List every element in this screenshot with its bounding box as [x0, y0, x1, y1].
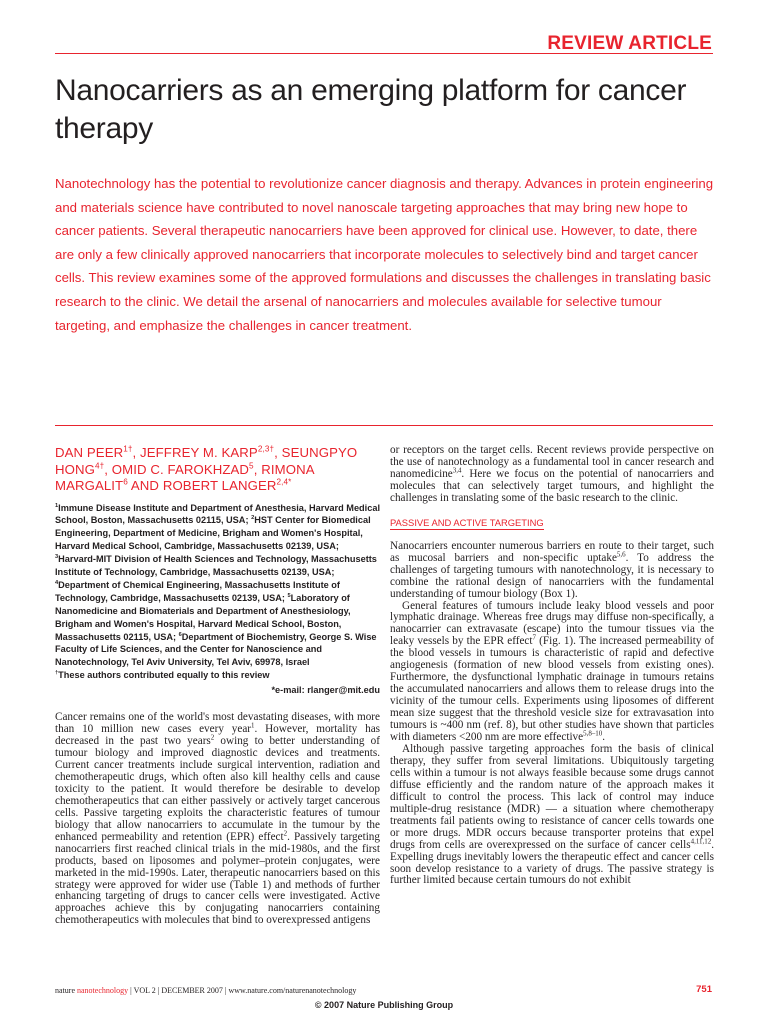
affiliation-marker: 3 — [55, 554, 59, 561]
affiliation-text: Harvard-MIT Division of Health Sciences and Technology, Massachusetts Institute of Technology, Cambridge, Massachusetts 02139, USA; — [55, 554, 377, 578]
author-separator: , — [132, 445, 141, 460]
equal-contribution-symbol: † — [55, 670, 59, 677]
author-separator: , — [104, 461, 112, 477]
author-affiliation-marker: 6 — [123, 477, 128, 487]
affiliation-marker: 5 — [287, 592, 291, 599]
right-intro-text — [390, 445, 714, 505]
author-affiliation-marker: 2,3† — [257, 444, 275, 454]
author-name: OMID C. FAROKHZAD — [111, 461, 250, 477]
right-body-text — [390, 541, 714, 888]
left-body-text — [55, 712, 380, 927]
paragraph — [390, 744, 714, 887]
text-run: Cancer remains one of the world's most devastating diseases, with more than 10 million new cases every year — [55, 711, 380, 736]
author-affiliation-marker: 1† — [123, 444, 133, 454]
text-run: (Fig. 1). The increased permeability of the blood vessels in tumours is characteristic of rapid and defective angiogenesis (formation of new blood vessels from existing ones). Furthermore, the dysfunctional lymphatic drainage in tumours retains the accumulated nanocarriers and allows them to release drugs into the vicinity of the tumour cells. Experiments using liposomes of different mean size suggest that the threshold vesicle size for extravasation into tumours is ~400 nm (ref. 8), but other studies have shown that particles with diameters <200 nm are more effective — [390, 635, 714, 744]
citation: 2 — [210, 733, 215, 742]
affiliation-text: HST Center for Biomedical Engineering, Department of Medicine, Brigham and Women's Hospital, Harvard Medical School, Cambridge, Massachusetts 02139, USA; — [55, 515, 371, 552]
author-name: DAN PEER — [55, 445, 124, 460]
page-number: 751 — [696, 984, 712, 995]
text-run: Nanocarriers encounter numerous barriers en route to their target, such as mucosal barriers and non-specific uptake — [390, 539, 714, 564]
citation: 4,11,12 — [690, 836, 712, 845]
paragraph — [55, 712, 380, 927]
author-separator: , — [253, 461, 262, 477]
text-run: Although passive targeting approaches form the basis of clinical therapy, they suffer from several limitations. Ubiquitously targeting cells within a tumour is not always feasible because some drugs cannot diffuse efficiently and the random nature of the approach makes it difficult to control the process. This lack of control may induce multiple-drug resistance (MDR) — a situation where chemotherapy treatments fail patients owing to resistance of cancer cells towards one or more drugs. MDR occurs because transporter proteins that expel drugs from cells are overexpressed on the surface of cancer cells — [390, 742, 714, 851]
author-name: RIMONA MARGALIT — [55, 461, 314, 493]
text-run: General features of tumours include leaky blood vessels and poor lymphatic drainage. Whereas free drugs may diffuse non-specifically, a nanocarrier can extravasate (escape) into the tumour tissues via the leaky vessels by the EPR effect — [390, 599, 714, 648]
citation: 1 — [251, 721, 255, 730]
text-run: . To address the challenges of targeting tumours with nanotechnology, it is necessary to combine the rational design of nanocarriers with the fundamental understanding of tumour biology (Box 1). — [390, 551, 714, 600]
author-affiliation-marker: 5 — [249, 461, 254, 471]
citation: 5,8–10 — [583, 729, 603, 738]
abstract: Nanotechnology has the potential to revolutionize cancer diagnosis and therapy. Advances in protein engineering and materials science have contributed to novel nanoscale targeting approaches that may bring new hope to cancer patients. Several therapeutic nanocarriers have been approved for clinical use. However, to date, there are only a few clinically approved nanocarriers that incorporate molecules to selectively bind and target cancer cells. This review examines some of the approved formulations and discusses the challenges in translating basic research to the clinic. We detail the arsenal of nanocarriers and molecules available for selective tumour targeting, and emphasize the challenges in cancer treatment. — [55, 176, 714, 333]
text-run: . Expelling drugs inevitably lowers the therapeutic effect and cancer cells soon develop resistance to a variety of drugs. The passive strategy is further limited because certain tumours do not exhibit — [390, 838, 714, 887]
equal-contribution-note: These authors contributed equally to this review — [58, 670, 270, 681]
citation: 7 — [532, 633, 536, 642]
text-run: . Here we focus on the potential of nanocarriers and molecules that can selectively target tumours, and highlight the challenges in translating some of the basic research to the clinic. — [390, 467, 714, 504]
citation: 2 — [283, 828, 288, 837]
left-column — [55, 445, 380, 927]
text-run: or receptors on the target cells. Recent reviews provide perspective on the use of nanotechnology as a fundamental tool in cancer research and nanomedicine — [390, 444, 714, 480]
text-run: . Passively targeting nanocarriers first reached clinical trials in the mid-1980s, and the first products, based on liposomes and polymer–protein conjugates, were marketed in the mid-1990s. Later, therapeutic nanocarriers based on this strategy were approved for wider use (Table 1) and methods of further enhancing targeting of drugs to cancer cells were investigated. Active approaches achieve this by conjugating nanocarriers containing chemotherapeutics with molecules that bind to overexpressed antigens — [55, 830, 380, 927]
affiliation-text: Laboratory of Nanomedicine and Biomaterials and Department of Anesthesiology, Brigham and Women's Hospital, Harvard Medical School, Boston, Massachusetts 02115, USA; — [55, 592, 351, 642]
paragraph — [390, 541, 714, 601]
author-affiliation-marker: 2,4* — [276, 477, 292, 487]
author-affiliation-marker: 4† — [94, 461, 105, 471]
text-run: owing to better understanding of tumour biology and improved diagnostic devices and treatments. Current cancer treatments include surgical intervention, radiation and chemotherapeutic drugs, which often also kill healthy cells and cause toxicity to the patient. It would therefore be desirable to develop chemotherapeutics that can either passively or actively target cancerous cells. Passive targeting exploits the characteristic features of tumour biology that allow nanocarriers to accumulate in the tumour by the enhanced permeability and retention (EPR) effect — [55, 735, 380, 843]
author-separator: AND — [127, 478, 163, 493]
author-name: SEUNGPYO HONG — [55, 445, 358, 477]
author-name: ROBERT LANGER — [162, 478, 277, 493]
corresponding-email[interactable]: *e-mail: rlanger@mit.edu — [271, 685, 380, 696]
text-run: . However, mortality has decreased in the past two years — [55, 723, 381, 748]
affiliation-list — [55, 503, 380, 668]
abstract-rule — [55, 425, 713, 426]
affiliation-text: Immune Disease Institute and Department of Anesthesia, Harvard Medical School, Boston, Massachusetts 02115, USA; — [55, 502, 380, 526]
article-type-label: REVIEW ARTICLE — [547, 33, 712, 54]
author-list — [55, 445, 380, 495]
article-title: Nanocarriers as an emerging platform for cancer therapy — [55, 74, 687, 145]
paragraph — [390, 445, 714, 505]
affiliation-text: Department of Biochemistry, George S. Wise Faculty of Life Sciences, and the Center for Nanoscience and Nanotechnology, Tel Aviv University, Tel Aviv, 69978, Israel — [55, 631, 377, 668]
citation: 5,6 — [616, 549, 626, 558]
footer-citation: nature nanotechnology | VOL 2 | DECEMBER 2007 | www.nature.com/naturenanotechnology — [55, 986, 357, 995]
affiliations — [55, 502, 380, 683]
affiliation-marker: 6 — [178, 631, 182, 638]
affiliation-marker: 1 — [55, 502, 59, 509]
right-column — [390, 445, 714, 887]
affiliation-marker: 4 — [55, 579, 59, 586]
section-heading: PASSIVE AND ACTIVE TARGETING — [390, 516, 544, 528]
author-separator: , — [274, 445, 282, 460]
text-run: . — [602, 731, 605, 744]
copyright: © 2007 Nature Publishing Group — [314, 1000, 454, 1010]
author-name: JEFFREY M. KARP — [140, 445, 258, 460]
affiliation-text: Department of Chemical Engineering, Massachusetts Institute of Technology, Cambridge, Massachusetts 02139, USA; — [55, 579, 340, 603]
citation: 3,4 — [452, 466, 462, 475]
paragraph — [390, 601, 714, 744]
journal-name: nanotechnology — [77, 986, 129, 995]
affiliation-marker: 2 — [251, 515, 255, 522]
footer-citation-text: | VOL 2 | DECEMBER 2007 | www.nature.com/naturenanotechnology — [128, 986, 357, 995]
